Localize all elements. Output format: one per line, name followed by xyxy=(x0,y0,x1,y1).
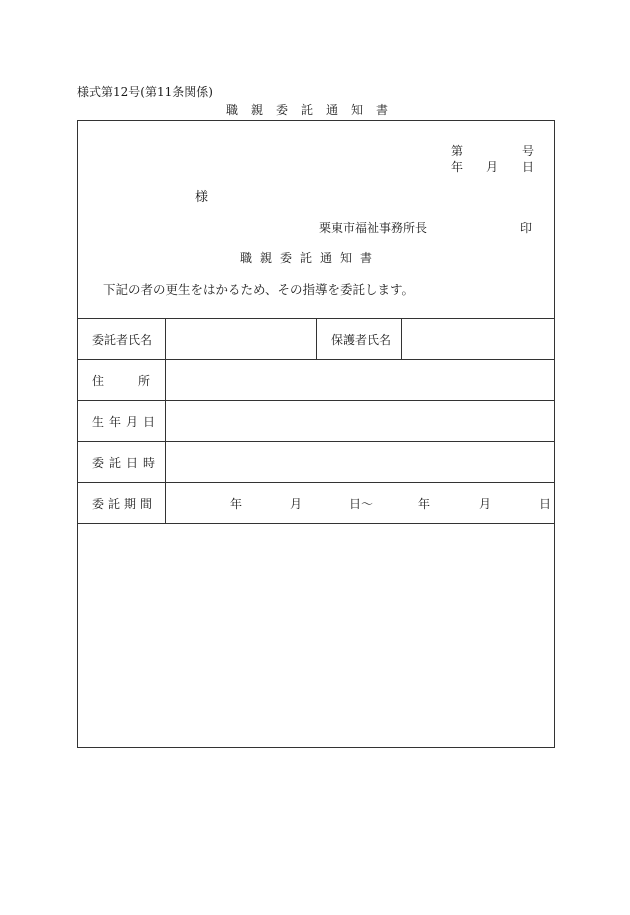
period-start-year: 年 xyxy=(230,497,243,511)
period-end-month: 月 xyxy=(479,497,492,511)
period-end-day: 日 xyxy=(539,497,552,511)
address-field[interactable] xyxy=(166,360,554,400)
inner-title: 職親委託通知書 xyxy=(240,251,381,265)
document-number-suffix: 号 xyxy=(522,144,535,158)
remarks-area xyxy=(78,524,554,747)
body-text: 下記の者の更生をはかるため、その指導を委託します。 xyxy=(103,282,415,297)
address-label-part2: 所 xyxy=(138,374,151,388)
entrusted-name-field[interactable] xyxy=(166,319,316,359)
seal-mark: 印 xyxy=(520,221,533,235)
period-start-month: 月 xyxy=(290,497,303,511)
entrusted-name-label: 委託者氏名 xyxy=(92,333,153,347)
date-month: 月 xyxy=(486,160,499,174)
issuer-name: 栗東市福祉事務所長 xyxy=(319,221,428,235)
addressee-suffix: 様 xyxy=(195,190,209,205)
entrust-period-label: 委託期間 xyxy=(92,497,157,511)
entrust-datetime-label: 委託日時 xyxy=(92,456,161,470)
guardian-name-field[interactable] xyxy=(402,319,554,359)
document-title: 職親委託通知書 xyxy=(226,103,402,117)
birthdate-label: 生年月日 xyxy=(92,415,161,429)
guardian-name-label: 保護者氏名 xyxy=(331,333,392,347)
date-day: 日 xyxy=(522,160,535,174)
birthdate-field[interactable] xyxy=(166,401,554,441)
address-label-part1: 住 xyxy=(92,374,105,388)
period-end-year: 年 xyxy=(418,497,431,511)
date-year: 年 xyxy=(451,160,464,174)
row-divider xyxy=(77,482,555,483)
document-number-prefix: 第 xyxy=(451,144,464,158)
name-cell-divider xyxy=(316,318,317,359)
entrust-datetime-field[interactable] xyxy=(166,442,554,482)
form-reference: 様式第12号(第11条関係) xyxy=(77,85,213,99)
period-start-day: 日〜 xyxy=(349,497,374,511)
